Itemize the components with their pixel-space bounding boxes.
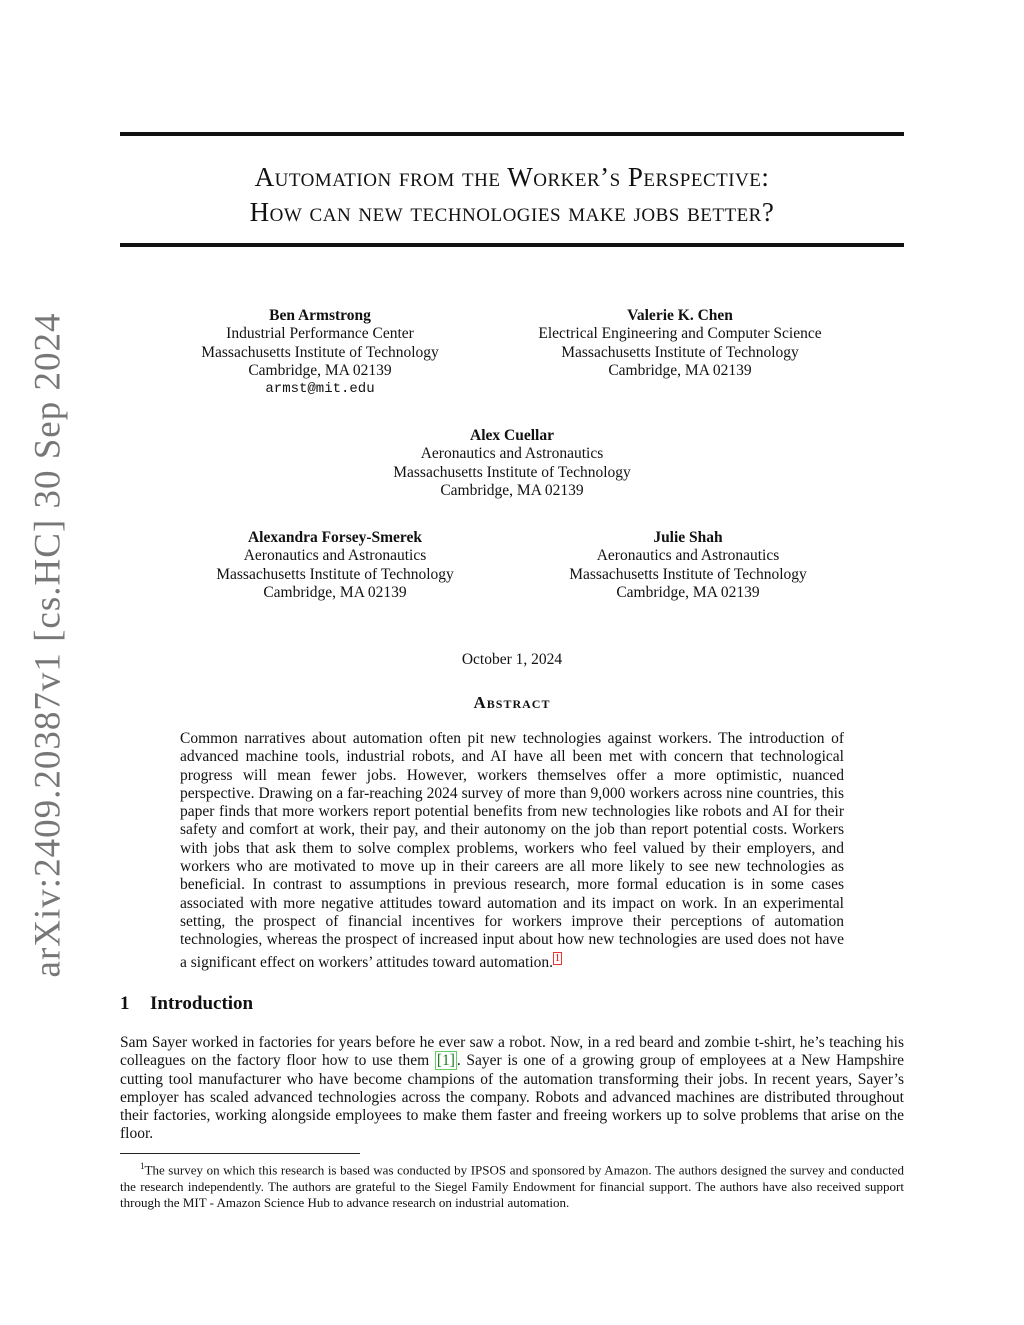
author-dept: Aeronautics and Astronautics <box>420 445 604 463</box>
abstract-text <box>180 730 844 972</box>
section-number: 1 <box>120 993 130 1014</box>
title-top-rule <box>120 132 904 136</box>
author-institution: Massachusetts Institute of Technology <box>201 343 439 361</box>
author-name: Ben Armstrong <box>269 307 371 324</box>
title-line-2: How can new technologies make jobs better? <box>249 197 775 227</box>
footnote-marker-link[interactable]: 1 <box>555 952 561 964</box>
footnote-text: The survey on which this research is based was conducted by IPSOS and sponsored by Amazon. The authors designed the survey and conducted the research independently. The authors are grateful to the Siegel Family Endowment for financial support. The authors have also received support through the MIT - Amazon Science Hub to advance research on industrial automation. <box>120 1162 904 1211</box>
footnote-number: 1 <box>140 1161 145 1171</box>
author-email[interactable]: armst@mit.edu <box>265 381 375 398</box>
citation-link[interactable]: [1] <box>436 1052 455 1070</box>
author-block <box>538 529 838 602</box>
paper-date: October 1, 2024 <box>461 651 563 668</box>
author-city: Cambridge, MA 02139 <box>608 361 752 379</box>
author-institution: Massachusetts Institute of Technology <box>393 463 631 481</box>
section-title: Introduction <box>150 993 254 1014</box>
author-city: Cambridge, MA 02139 <box>263 583 407 601</box>
abstract-body: Common narratives about automation often pit new technologies against workers. The introduction of advanced machine tools, industrial robots, and AI have all been met with concern that technological progress will mean fewer jobs. However, workers themselves offer a more optimistic, nuanced perspective. Drawing on a far-reaching 2024 survey of more than 9,000 workers across nine countries, this paper finds that more workers report potential benefits from new technologies like robots and AI for their safety and comfort at work, their pay, and their autonomy on the job than report potential costs. Workers with jobs that ask them to solve complex problems, workers who feel valued by their employers, and workers who are motivated to move up in their careers are all more likely to see new technologies as beneficial. In contrast to assumptions in previous research, more formal education is in some cases associated with more negative attitudes toward automation and its impact on work. In an experimental setting, the prospect of financial incentives for workers improve their perceptions of automation technologies, whereas the prospect of increased input about how new technologies are used does not have a significant effect on workers’ attitudes toward automation. <box>180 730 844 971</box>
author-institution: Massachusetts Institute of Technology <box>569 565 807 583</box>
author-block <box>170 307 470 398</box>
abstract-heading: Abstract <box>473 693 551 712</box>
author-institution: Massachusetts Institute of Technology <box>561 343 799 361</box>
author-dept: Aeronautics and Astronautics <box>596 547 780 565</box>
footnote-rule <box>120 1153 360 1154</box>
author-dept: Industrial Performance Center <box>226 325 414 343</box>
author-block <box>505 307 855 380</box>
intro-text-part-2: . Sayer is one of a growing group of employees at a New Hampshire cutting tool manufacturer who have become champions of the automation transforming their jobs. In recent years, Sayer’s employer has scaled advanced technologies across the company. Robots and advanced machines are distributed throughout their factories, working alongside employees to make them faster and freeing workers up to solve problems that arise on the floor. <box>120 1052 904 1143</box>
author-name: Valerie K. Chen <box>627 307 733 324</box>
author-institution: Massachusetts Institute of Technology <box>216 565 454 583</box>
author-dept: Electrical Engineering and Computer Science <box>538 325 822 343</box>
author-name: Alex Cuellar <box>470 427 554 444</box>
intro-paragraph <box>120 1034 904 1144</box>
author-dept: Aeronautics and Astronautics <box>243 547 427 565</box>
intro-text-part-1: Sam Sayer worked in factories for years before he ever saw a robot. Now, in a red beard and zombie t-shirt, he’s teaching his colleagues on the factory floor how to use them <box>120 1034 904 1070</box>
paper-title <box>120 160 904 230</box>
author-name: Alexandra Forsey-Smerek <box>247 529 423 546</box>
author-city: Cambridge, MA 02139 <box>248 361 392 379</box>
arxiv-stamp: arXiv:2409.20387v1 [cs.HC] 30 Sep 2024 <box>27 312 69 978</box>
author-block <box>185 529 485 602</box>
section-heading <box>120 993 253 1015</box>
title-bottom-rule <box>120 243 904 247</box>
author-name: Julie Shah <box>653 529 723 546</box>
author-city: Cambridge, MA 02139 <box>616 583 760 601</box>
footnote <box>120 1158 904 1212</box>
author-city: Cambridge, MA 02139 <box>440 481 584 499</box>
author-block <box>362 427 662 500</box>
title-line-1: Automation from the Worker’s Perspective: <box>254 162 770 192</box>
